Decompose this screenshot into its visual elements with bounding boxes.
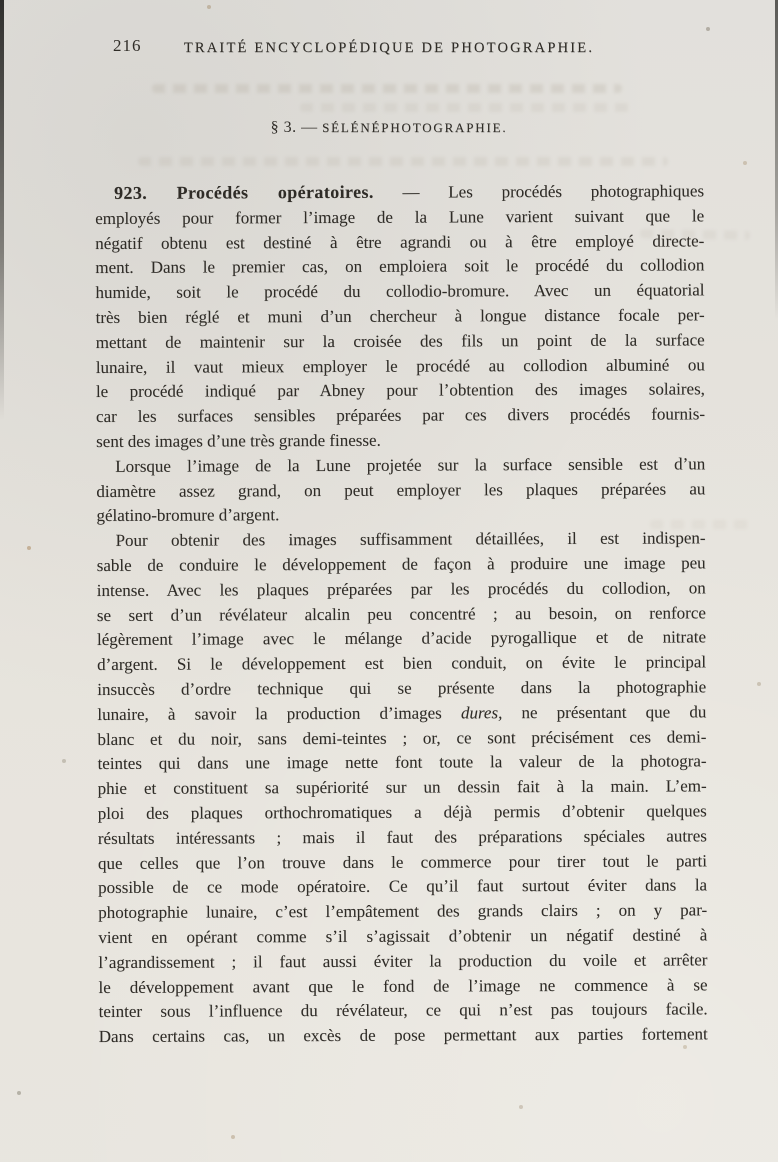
text-line: se sert d’un révélateur alcalin peu concentré ; au besoin, on renforce [96, 602, 706, 625]
text-line: blanc et du noir, sans demi-teintes ; or, ce sont précisément ces demi- [97, 726, 707, 749]
text-line: négatif obtenu est destiné à être agrandi ou à être employé directe- [95, 230, 705, 253]
section-heading [0, 119, 778, 137]
running-title: TRAITÉ ENCYCLOPÉDIQUE DE PHOTOGRAPHIE. [183, 40, 595, 56]
text-line: sent des images d’une très grande finesse. [96, 430, 381, 451]
text-line: Lorsque l’image de la Lune projetée sur la surface sensible est d’un [115, 454, 706, 476]
text-line: sable de conduire le développement de façon à produire une image peu [96, 553, 706, 575]
text-line: que celles que l’on trouve dans le commerce pour tirer tout le parti [97, 850, 708, 873]
text-line: insuccès d’ordre technique qui se présente dans la photographie [97, 677, 707, 699]
text-line: humide, soit le procédé du collodio-bromure. Avec un équatorial [95, 280, 705, 303]
text-line: lunaire, à savoir la production d’images dures, ne présentant que du [97, 702, 707, 724]
page-number: 216 [113, 36, 142, 55]
text-line: ploi des plaques orthochromatiques a déjà permis d’obtenir quelques [97, 801, 707, 823]
text-line: phie et constituent sa supériorité sur un dessin fait à la main. L’em- [97, 776, 707, 799]
page-edge-shadow-left [0, 0, 4, 420]
text-line: possible de ce mode opératoire. Ce qu’il faut surtout éviter dans la [98, 875, 708, 898]
bleed-through-text [138, 157, 668, 166]
text-line: vient en opérant comme s’il s’agissait d’obtenir un négatif destiné à [98, 925, 708, 947]
paper-specks [0, 0, 2, 2]
bleed-through-text [152, 84, 622, 93]
paragraph [97, 526, 708, 1049]
text-line: mettant de maintenir sur la croisée des fils un point de la surface [95, 330, 705, 352]
section-title: SÉLÉNÉPHOTOGRAPHIE. [322, 120, 508, 135]
text-line: résultats intéressants ; mais il faut des préparations spéciales autres [97, 826, 707, 848]
text-line: teintes qui dans une image nette font toute la valeur de la photogra- [97, 751, 707, 774]
section-number: § 3. — [270, 119, 323, 136]
text-line: très bien réglé et muni d’un chercheur à longue distance focale per- [95, 305, 705, 327]
text-line: le développement avant que le fond de l’image ne commence à se [98, 974, 708, 997]
body-text [95, 178, 708, 1050]
text-line: Pour obtenir des images suffisamment détaillées, il est indispen- [115, 528, 706, 551]
text-line: Dans certains cas, un excès de pose permettant aux parties fortement [98, 1024, 708, 1047]
text-line: gélatino-bromure d’argent. [96, 505, 280, 526]
text-line: car les surfaces sensibles préparées par ces divers procédés fournis- [95, 404, 706, 427]
text-line: ment. Dans le premier cas, on emploiera soit le procédé du collodion [95, 255, 705, 278]
text-line: le procédé indiqué par Abney pour l’obtention des images solaires, [95, 379, 705, 402]
text-line: d’argent. Si le développement est bien conduit, on évite le principal [97, 652, 707, 675]
text-line: employés pour former l’image de la Lune varient suivant que le [95, 206, 705, 228]
paragraph [95, 178, 705, 454]
text-line: intense. Avec les plaques préparées par les procédés du collodion, on [96, 578, 706, 600]
text-line: l’agrandissement ; il faut aussi éviter la production du voile et arrêter [98, 950, 708, 972]
text-line: diamètre assez grand, on peut employer les plaques préparées au [96, 478, 706, 501]
text-line: teinter sous l’influence du révélateur, ce qui n’est pas toujours facile. [98, 999, 708, 1022]
bleed-through-text [300, 103, 630, 112]
text-line: 923. Procédés opératoires. — Les procédés photographiques [114, 181, 705, 203]
paragraph [96, 452, 705, 529]
text-line: photographie lunaire, c’est l’empâtement des grands clairs ; on y par- [98, 900, 708, 923]
text-line: légèrement l’image avec le mélange d’acide pyrogallique et de nitrate [96, 627, 707, 650]
text-line: lunaire, il vaut mieux employer le procédé au collodion albuminé ou [95, 354, 705, 377]
